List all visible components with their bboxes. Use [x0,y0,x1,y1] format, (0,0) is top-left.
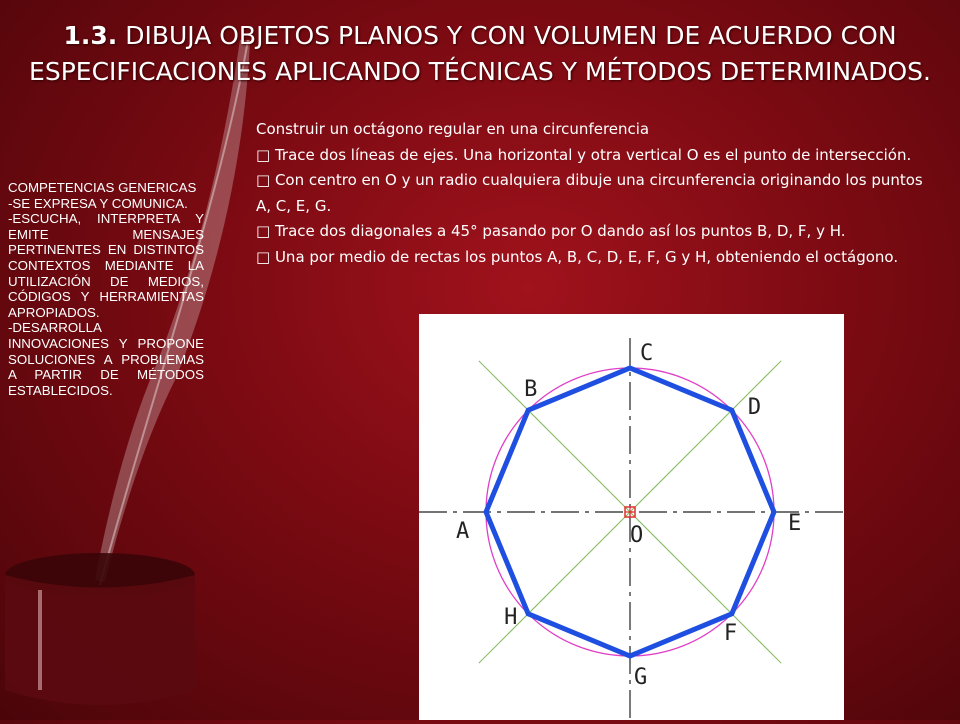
point-label-a: A [456,519,470,544]
instruction-step: □ Una por medio de rectas los puntos A, B, C, D, E, F, G y H, obteniendo el octágono. [256,245,936,271]
competencia-item: -DESARROLLA INNOVACIONES Y PROPONE SOLUCIONES A PROBLEMAS A PARTIR DE MÉTODOS ESTABLECIDOS. [8,320,204,398]
octagon-diagram [419,314,844,720]
page-title [0,18,960,90]
point-label-h: H [504,604,518,630]
instruction-step: □ Con centro en O y un radio cualquiera dibuje una circunferencia originando los puntos A, C, E, G. [256,168,936,219]
instruction-step: □ Trace dos líneas de ejes. Una horizontal y otra vertical O es el punto de intersección. [256,143,936,169]
competencias-panel [8,180,204,398]
point-label-d: D [747,395,762,421]
octagon-diagram-svg [419,314,844,720]
point-label-e: E [788,511,802,536]
title-text: DIBUJA OBJETOS PLANOS Y CON VOLUMEN DE ACUERDO CON ESPECIFICACIONES APLICANDO TÉCNICAS Y MÉTODOS DETERMINADOS. [29,21,931,86]
point-label-b: B [524,377,538,403]
instructions-heading: Construir un octágono regular en una circunferencia [256,120,650,138]
center-label: O [630,523,644,548]
point-label-f: F [723,620,738,646]
competencias-heading: COMPETENCIAS GENERICAS [8,180,197,195]
point-label-c: C [640,341,654,366]
title-number: 1.3. [63,21,118,50]
point-label-g: G [634,665,648,690]
competencia-item: -ESCUCHA, INTERPRETA Y EMITE MENSAJES PERTINENTES EN DISTINTOS CONTEXTOS MEDIANTE LA UTILIZACIÓN DE MEDIOS, CÓDIGOS Y HERRAMIENTAS APROPIADOS. [8,211,204,320]
competencia-item: -SE EXPRESA Y COMUNICA. [8,195,188,211]
instruction-step: □ Trace dos diagonales a 45° pasando por O dando así los puntos B, D, F, y H. [256,219,936,245]
inkwell-body-icon [5,575,195,705]
instructions-panel [256,117,936,270]
